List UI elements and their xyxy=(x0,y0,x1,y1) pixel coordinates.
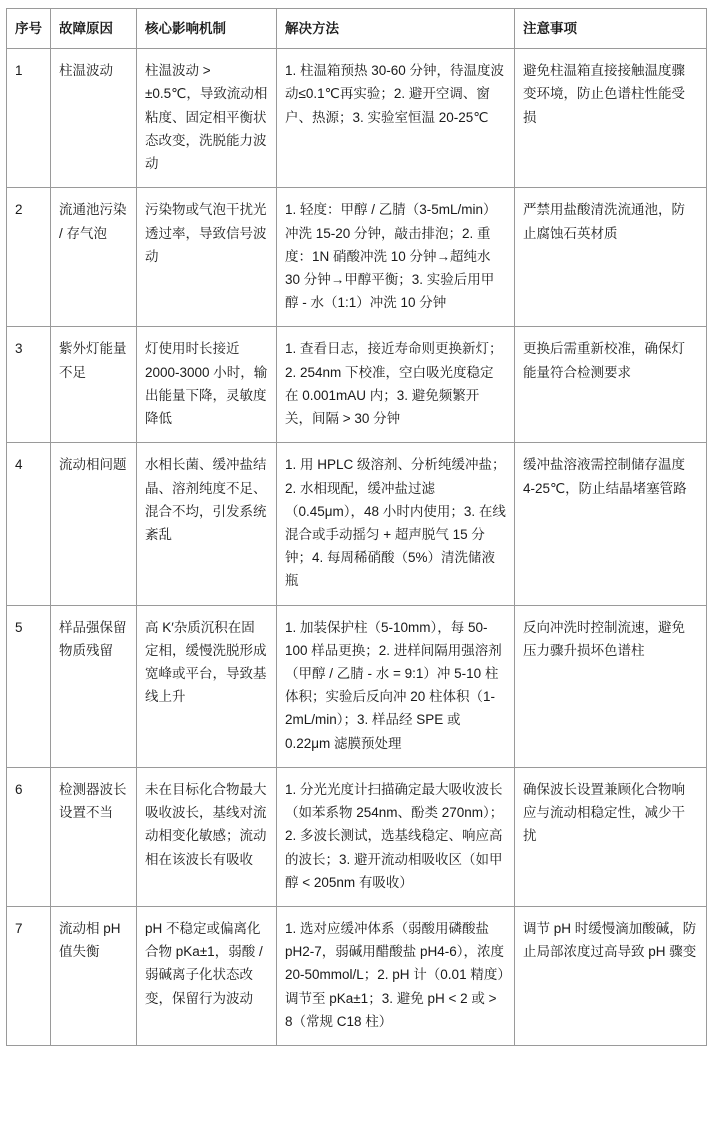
cell-note: 更换后需重新校准，确保灯能量符合检测要求 xyxy=(515,327,707,443)
cell-index: 4 xyxy=(7,443,51,605)
column-header-index: 序号 xyxy=(7,9,51,49)
cell-mechanism: pH 不稳定或偏离化合物 pKa±1，弱酸 / 弱碱离子化状态改变，保留行为波动 xyxy=(137,907,277,1046)
table-row xyxy=(7,327,707,443)
cell-note: 反向冲洗时控制流速，避免压力骤升损坏色谱柱 xyxy=(515,605,707,767)
table-row xyxy=(7,605,707,767)
table-row xyxy=(7,188,707,327)
cell-mechanism: 灯使用时长接近 2000-3000 小时，输出能量下降，灵敏度降低 xyxy=(137,327,277,443)
cell-note: 缓冲盐溶液需控制储存温度 4-25℃，防止结晶堵塞管路 xyxy=(515,443,707,605)
table-row xyxy=(7,49,707,188)
cell-cause: 流动相 pH 值失衡 xyxy=(51,907,137,1046)
cell-solution: 1. 轻度：甲醇 / 乙腈（3-5mL/min）冲洗 15-20 分钟，敲击排泡；2. 重度：1N 硝酸冲洗 10 分钟→超纯水 30 分钟→甲醇平衡；3. 实验后用甲醇 - 水（1:1）冲洗 10 分钟 xyxy=(277,188,515,327)
column-header-cause: 故障原因 xyxy=(51,9,137,49)
cell-index: 5 xyxy=(7,605,51,767)
cell-cause: 流通池污染 / 存气泡 xyxy=(51,188,137,327)
cell-note: 调节 pH 时缓慢滴加酸碱，防止局部浓度过高导致 pH 骤变 xyxy=(515,907,707,1046)
table-row xyxy=(7,767,707,906)
cell-index: 1 xyxy=(7,49,51,188)
cell-index: 6 xyxy=(7,767,51,906)
cell-mechanism: 水相长菌、缓冲盐结晶、溶剂纯度不足、混合不均，引发系统紊乱 xyxy=(137,443,277,605)
cell-solution: 1. 用 HPLC 级溶剂、分析纯缓冲盐；2. 水相现配，缓冲盐过滤（0.45μm），48 小时内使用；3. 在线混合或手动摇匀 + 超声脱气 15 分钟；4. 每周稀硝酸（5%）清洗储液瓶 xyxy=(277,443,515,605)
column-header-note: 注意事项 xyxy=(515,9,707,49)
table-row xyxy=(7,443,707,605)
cell-solution: 1. 柱温箱预热 30-60 分钟，待温度波动≤0.1℃再实验；2. 避开空调、窗户、热源；3. 实验室恒温 20-25℃ xyxy=(277,49,515,188)
cell-solution: 1. 加装保护柱（5-10mm），每 50-100 样品更换；2. 进样间隔用强溶剂（甲醇 / 乙腈 - 水 = 9:1）冲 5-10 柱体积；实验后反向冲 20 柱体积（1-2mL/min）；3. 样品经 SPE 或 0.22μm 滤膜预处理 xyxy=(277,605,515,767)
cell-mechanism: 未在目标化合物最大吸收波长，基线对流动相变化敏感；流动相在该波长有吸收 xyxy=(137,767,277,906)
cell-index: 3 xyxy=(7,327,51,443)
cell-cause: 样品强保留物质残留 xyxy=(51,605,137,767)
cell-index: 2 xyxy=(7,188,51,327)
table-head xyxy=(7,9,707,49)
column-header-mechanism: 核心影响机制 xyxy=(137,9,277,49)
cell-index: 7 xyxy=(7,907,51,1046)
table-header-row xyxy=(7,9,707,49)
cell-note: 严禁用盐酸清洗流通池，防止腐蚀石英材质 xyxy=(515,188,707,327)
cell-mechanism: 柱温波动 > ±0.5℃，导致流动相粘度、固定相平衡状态改变，洗脱能力波动 xyxy=(137,49,277,188)
table-row xyxy=(7,907,707,1046)
table-body xyxy=(7,49,707,1046)
column-header-solution: 解决方法 xyxy=(277,9,515,49)
cell-solution: 1. 选对应缓冲体系（弱酸用磷酸盐 pH2-7，弱碱用醋酸盐 pH4-6），浓度 20-50mmol/L；2. pH 计（0.01 精度）调节至 pKa±1；3. 避免 pH < 2 或 > 8（常规 C18 柱） xyxy=(277,907,515,1046)
cell-solution: 1. 查看日志，接近寿命则更换新灯；2. 254nm 下校准，空白吸光度稳定在 0.001mAU 内；3. 避免频繁开关，间隔 > 30 分钟 xyxy=(277,327,515,443)
cell-note: 确保波长设置兼顾化合物响应与流动相稳定性，减少干扰 xyxy=(515,767,707,906)
cell-solution: 1. 分光光度计扫描确定最大吸收波长（如苯系物 254nm、酚类 270nm）；2. 多波长测试，选基线稳定、响应高的波长；3. 避开流动相吸收区（如甲醇 < 205nm 有吸收） xyxy=(277,767,515,906)
troubleshooting-table xyxy=(6,8,707,1046)
cell-note: 避免柱温箱直接接触温度骤变环境，防止色谱柱性能受损 xyxy=(515,49,707,188)
cell-cause: 流动相问题 xyxy=(51,443,137,605)
cell-cause: 柱温波动 xyxy=(51,49,137,188)
cell-mechanism: 污染物或气泡干扰光透过率，导致信号波动 xyxy=(137,188,277,327)
cell-mechanism: 高 K′杂质沉积在固定相，缓慢洗脱形成宽峰或平台，导致基线上升 xyxy=(137,605,277,767)
cell-cause: 检测器波长设置不当 xyxy=(51,767,137,906)
cell-cause: 紫外灯能量不足 xyxy=(51,327,137,443)
